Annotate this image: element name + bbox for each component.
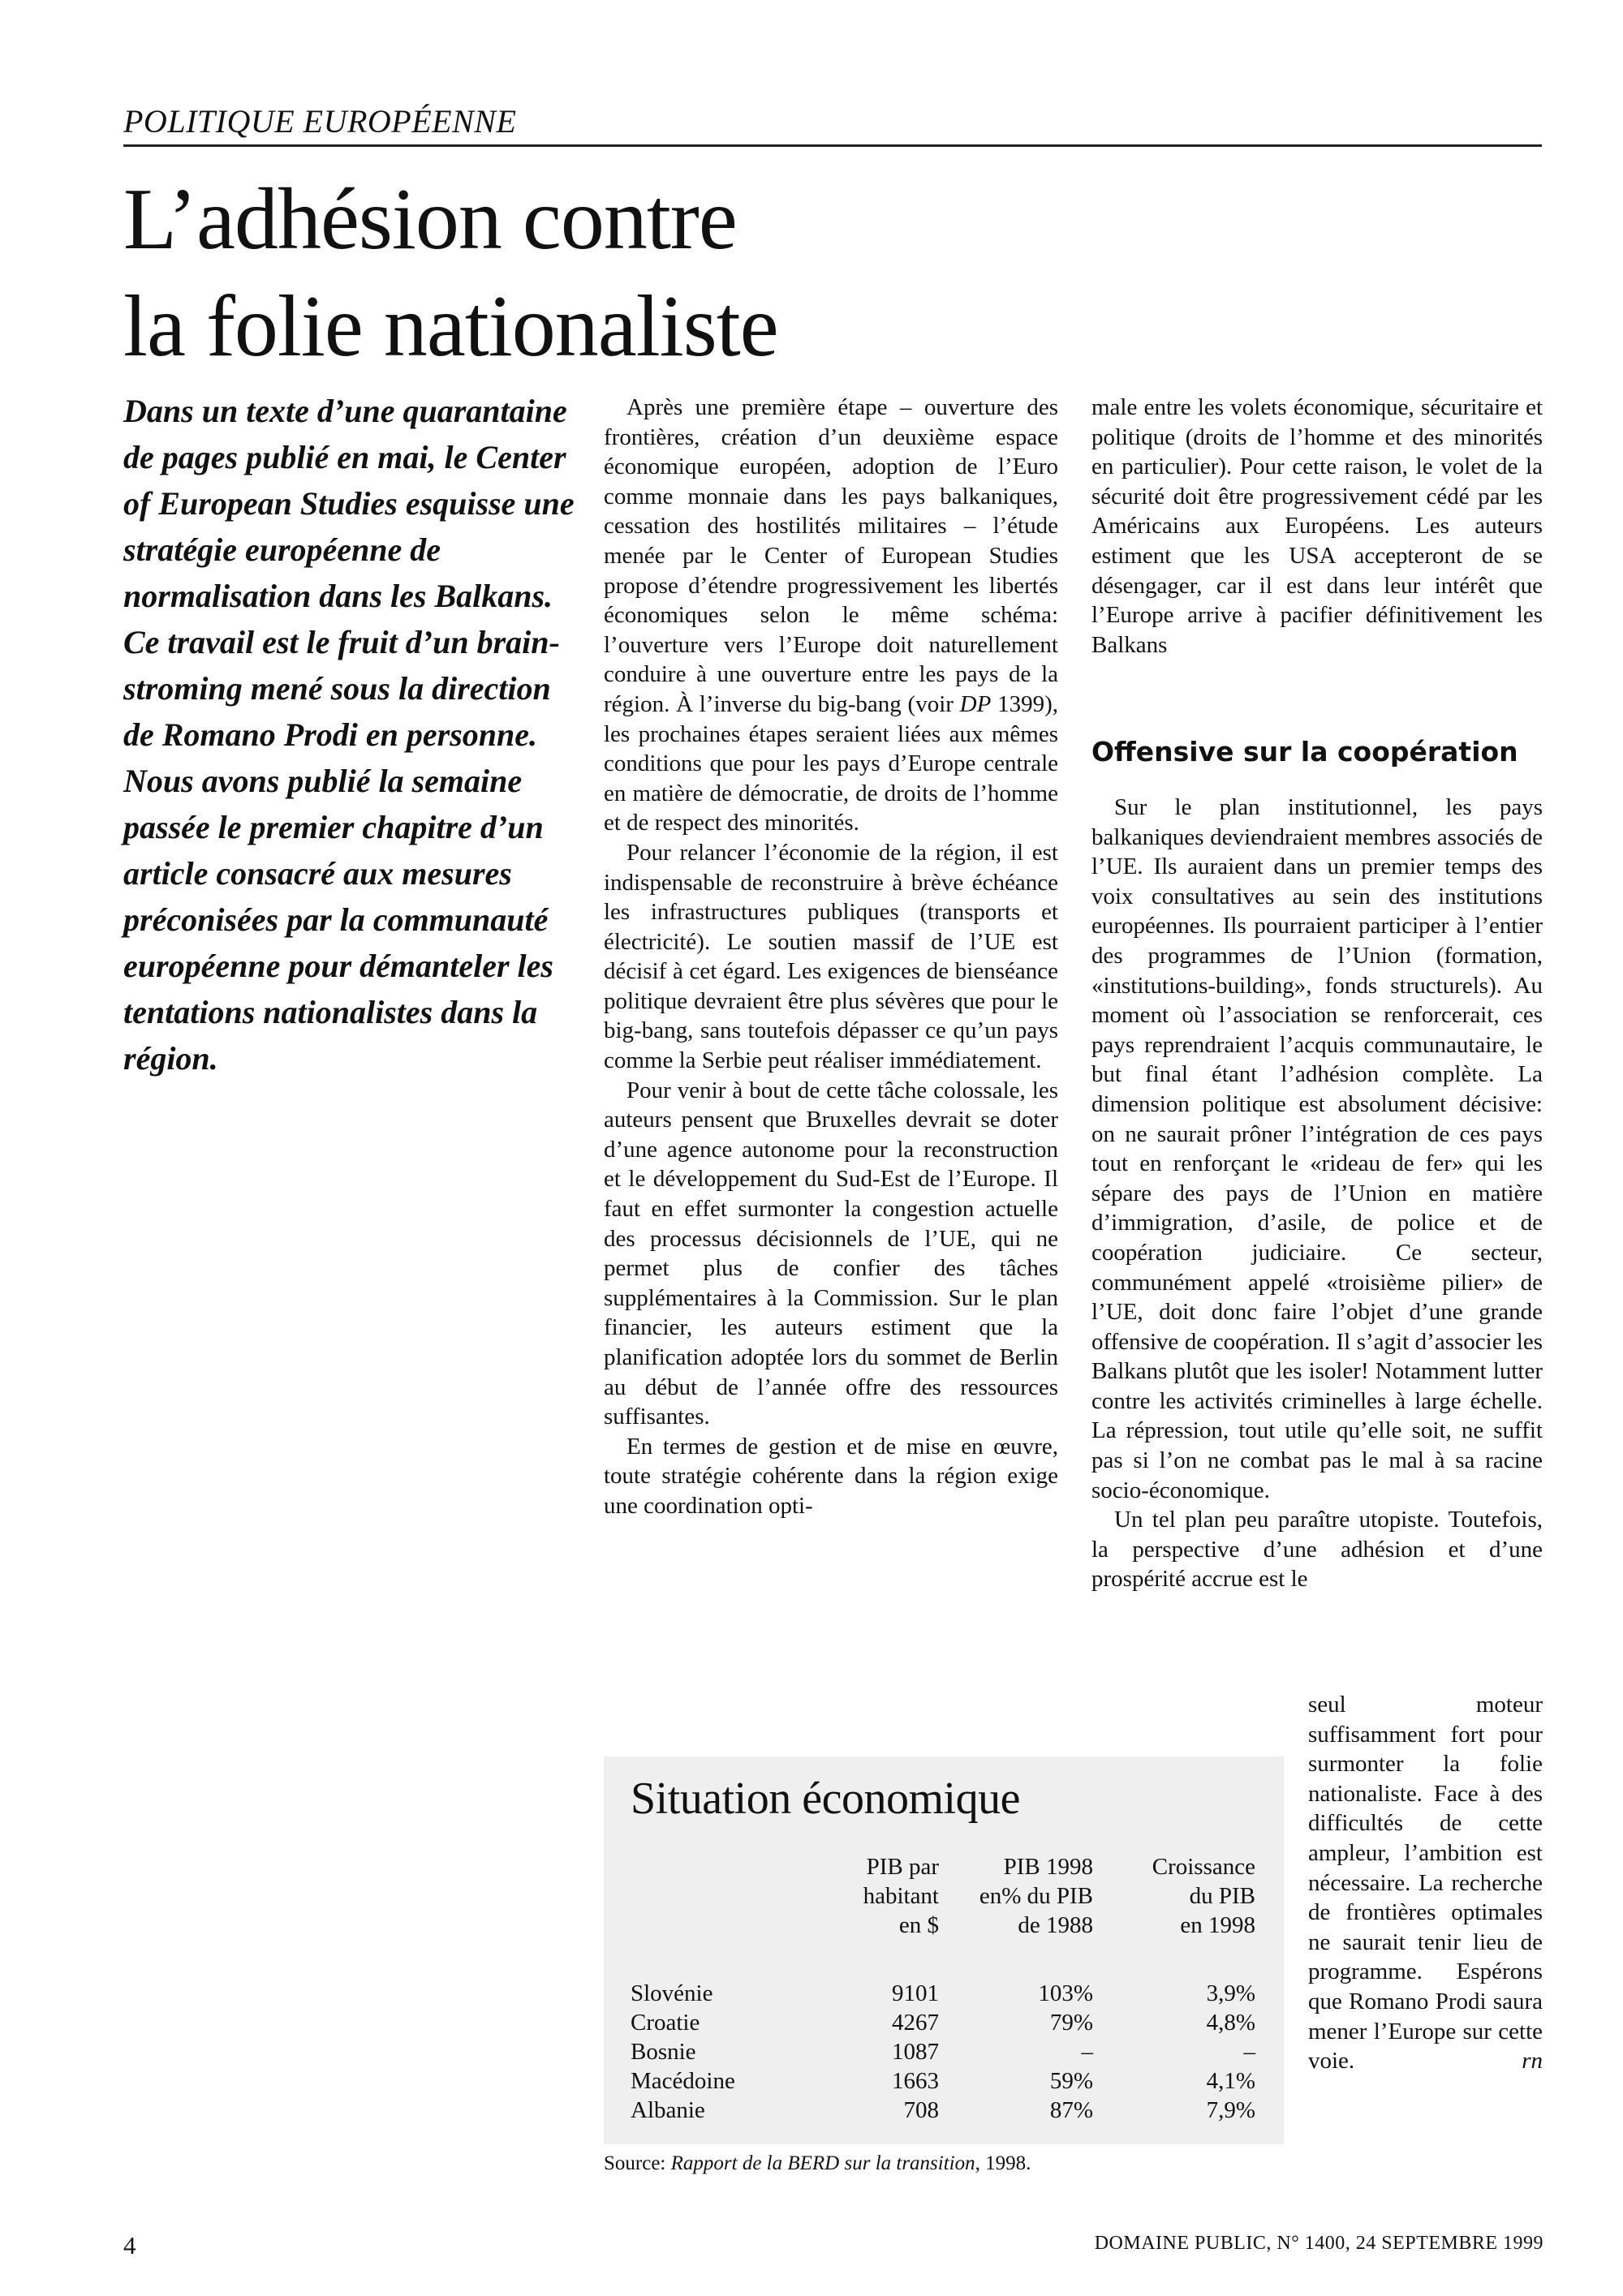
table-source: [604, 2152, 1031, 2175]
header-line: habitant: [863, 1883, 939, 1909]
table-cell: 708: [903, 2097, 939, 2123]
lead-paragraph: Dans un texte d’une quarantaine de pages publié en mai, le Center of European Studies esquisse une stratégie européenne de normalisation dans les Balkans.: [123, 393, 575, 614]
table-cell: 7,9%: [1206, 2097, 1255, 2123]
table-cell-country: Bosnie: [631, 2039, 696, 2065]
table-cell: 3,9%: [1206, 1980, 1255, 2006]
body-paragraph: [604, 393, 1058, 838]
table-spacer: [631, 1940, 1255, 1979]
headline-line-2: la folie nationaliste: [123, 278, 778, 375]
body-paragraph: Pour venir à bout de cette tâche colossale, les auteurs pensent que Bruxelles devrait se doter d’une agence autonome pour la reconstruction et le développement du Sud-Est de l’Europe. Il faut en effet surmonter la congestion actuelle des processus décisionnels de l’UE, qui ne permet plus de confier des tâches supplémentaires à la Commission. Sur le plan financier, les auteurs estiment que la planification adoptée lors du sommet de Berlin au début de l’année offre des ressources suffisantes.: [604, 1077, 1058, 1430]
table-row: [631, 2008, 1255, 2037]
author-signature: rn: [1522, 2048, 1543, 2075]
header-line: du PIB: [1189, 1883, 1255, 1909]
body-paragraph: [1308, 1690, 1543, 2076]
header-line: PIB par: [866, 1854, 939, 1880]
table-row: [631, 2066, 1255, 2096]
table-row: [631, 2096, 1255, 2125]
body-column-3-wrap: [1308, 1690, 1543, 2076]
table-cell-country: Croatie: [631, 2010, 700, 2036]
table-cell: –: [1081, 2039, 1093, 2065]
body-column-2: [604, 393, 1058, 1521]
table-cell: 9101: [892, 1980, 939, 2006]
table-header: [1093, 1852, 1255, 1940]
body-paragraph: Pour relancer l’économie de la région, il est indispensable de reconstruire à brève échéance les infrastructures publiques (transports et électricité). Le soutien massif de l’UE est décisif à cet égard. Les exigences de bienséance politique devraient être plus sévères que pour le big-bang, sans toutefois dépasser ce qu’un pays comme la Serbie peut réaliser immédiatement.: [604, 839, 1058, 1074]
body-text: Après une première étape – ouverture des frontières, création d’un deuxième espace économique européen, adoption de l’Euro comme monnaie dans les pays balkaniques, cessation des hostilités militaires – l’étude menée par le Center of European Studies propose d’étendre progressivement les libertés économiques selon le même schéma: l’ouverture vers l’Europe doit naturellement conduire à une ouverture entre les pays de la région. À l’inverse du big-bang (voir: [604, 394, 1058, 717]
table-header-row: [631, 1852, 1255, 1940]
source-year: , 1998.: [975, 2152, 1031, 2174]
body-text: 1399), les prochaines étapes seraient liées aux mêmes conditions que pour les pays d’Europe centrale en matière de démocratie, de droits de l’homme et de respect des minorités.: [604, 690, 1058, 836]
table-cell: 59%: [1049, 2068, 1093, 2094]
table-cell-country: Albanie: [631, 2097, 705, 2123]
table-cell: –: [1243, 2039, 1255, 2065]
body-paragraph: En termes de gestion et de mise en œuvre, toute stratégie cohérente dans la région exige une coordination opti-: [604, 1433, 1058, 1519]
table-cell: 79%: [1049, 2010, 1093, 2036]
header-line: en 1998: [1180, 1912, 1255, 1938]
header-line: en $: [898, 1912, 939, 1938]
economic-table: [631, 1852, 1255, 2125]
body-text: seul moteur suffisamment fort pour surmonter la folie nationaliste. Face à des difficultés de cette ampleur, l’ambition est nécessaire. La recherche de frontières optimales ne saurait tenir lieu de programme. Espérons que Romano Prodi saura mener l’Europe sur cette voie.: [1308, 1692, 1543, 2075]
table-header-empty: [631, 1852, 825, 1940]
header-line: PIB 1998: [1003, 1854, 1093, 1880]
table-cell: 87%: [1049, 2097, 1093, 2123]
table-cell: 1087: [892, 2039, 939, 2065]
table-row: [631, 1979, 1255, 2008]
header-line: de 1988: [1018, 1912, 1093, 1938]
reference-italic: DP: [959, 690, 992, 717]
table-cell: 4,1%: [1206, 2068, 1255, 2094]
body-paragraph: Sur le plan institutionnel, les pays balkaniques deviendraient membres associés de l’UE. Ils auraient dans un premier temps des voix consultatives au sein des institutions européennes. Ils pourraient participer à l’entier des programmes de l’Union (formation, «institutions-building», fonds structurels). Au moment où l’association se renforcerait, ces pays reprendraient l’acquis communautaire, le but final étant l’adhésion complète. La dimension politique est absolument décisive: on ne saurait prôner l’intégration de ces pays tout en renforçant le «rideau de fer» qui les sépare des pays de l’Union en matière d’immigration, d’asile, de police et de coopération judiciaire. Ce secteur, communément appelé «troisième pilier» de l’UE, doit donc faire l’objet d’une grande offensive de coopération. Il s’agit d’associer les Balkans plutôt que les isoler! Notamment lutter contre les activités criminelles à large échelle. La répression, tout utile qu’elle soit, ne suffit pas si l’on ne combat pas le mal à sa racine socio-économique.: [1091, 794, 1543, 1503]
headline-line-1: L’adhésion contre: [123, 171, 737, 268]
article-lead: [123, 388, 578, 1081]
economic-situation-box: [604, 1756, 1284, 2144]
body-paragraph: Un tel plan peu paraître utopiste. Toutefois, la perspective d’une adhésion et d’une prospérité accrue est le: [1091, 1507, 1543, 1593]
body-column-3: [1091, 393, 1543, 660]
source-label: Source:: [604, 2152, 671, 2174]
header-line: Croissance: [1152, 1854, 1255, 1880]
body-paragraph: male entre les volets économique, sécuritaire et politique (droits de l’homme et des minorités en particulier). Pour cette raison, le volet de la sécurité doit être progressivement cédé par les Américains aux Européens. Les auteurs estiment que les USA accepteront de se désengager, car il est dans leur intérêt que l’Europe arrive à pacifier définitivement les Balkans: [1091, 394, 1543, 658]
box-title: Situation économique: [631, 1774, 1020, 1824]
section-rubric: POLITIQUE EUROPÉENNE: [123, 102, 1542, 147]
section-subheading: Offensive sur la coopération: [1091, 736, 1518, 767]
table-header: [939, 1852, 1093, 1940]
table-row: [631, 2037, 1255, 2066]
table-cell: 103%: [1038, 1980, 1093, 2006]
page-number: 4: [123, 2231, 136, 2259]
table-cell: 4,8%: [1206, 2010, 1255, 2036]
article-headline: [123, 166, 1259, 381]
table-cell: 1663: [892, 2068, 939, 2094]
table-cell-country: Slovénie: [631, 1980, 713, 2006]
source-title: Rapport de la BERD sur la transition: [670, 2152, 975, 2174]
table-cell: 4267: [892, 2010, 939, 2036]
header-line: en% du PIB: [979, 1883, 1093, 1909]
lead-paragraph: Ce travail est le fruit d’un brain-stroming mené sous la direction de Romano Prodi en personne. Nous avons publié la semaine passée le premier chapitre d’un article consacré aux mesures préconisées par la communauté européenne pour démanteler les tentations nationalistes dans la région.: [123, 624, 560, 1077]
table-header: [825, 1852, 939, 1940]
publication-footer: DOMAINE PUBLIC, N° 1400, 24 SEPTEMBRE 1999: [1094, 2233, 1543, 2254]
body-column-3-continued: [1091, 793, 1543, 1594]
table-cell-country: Macédoine: [631, 2068, 735, 2094]
